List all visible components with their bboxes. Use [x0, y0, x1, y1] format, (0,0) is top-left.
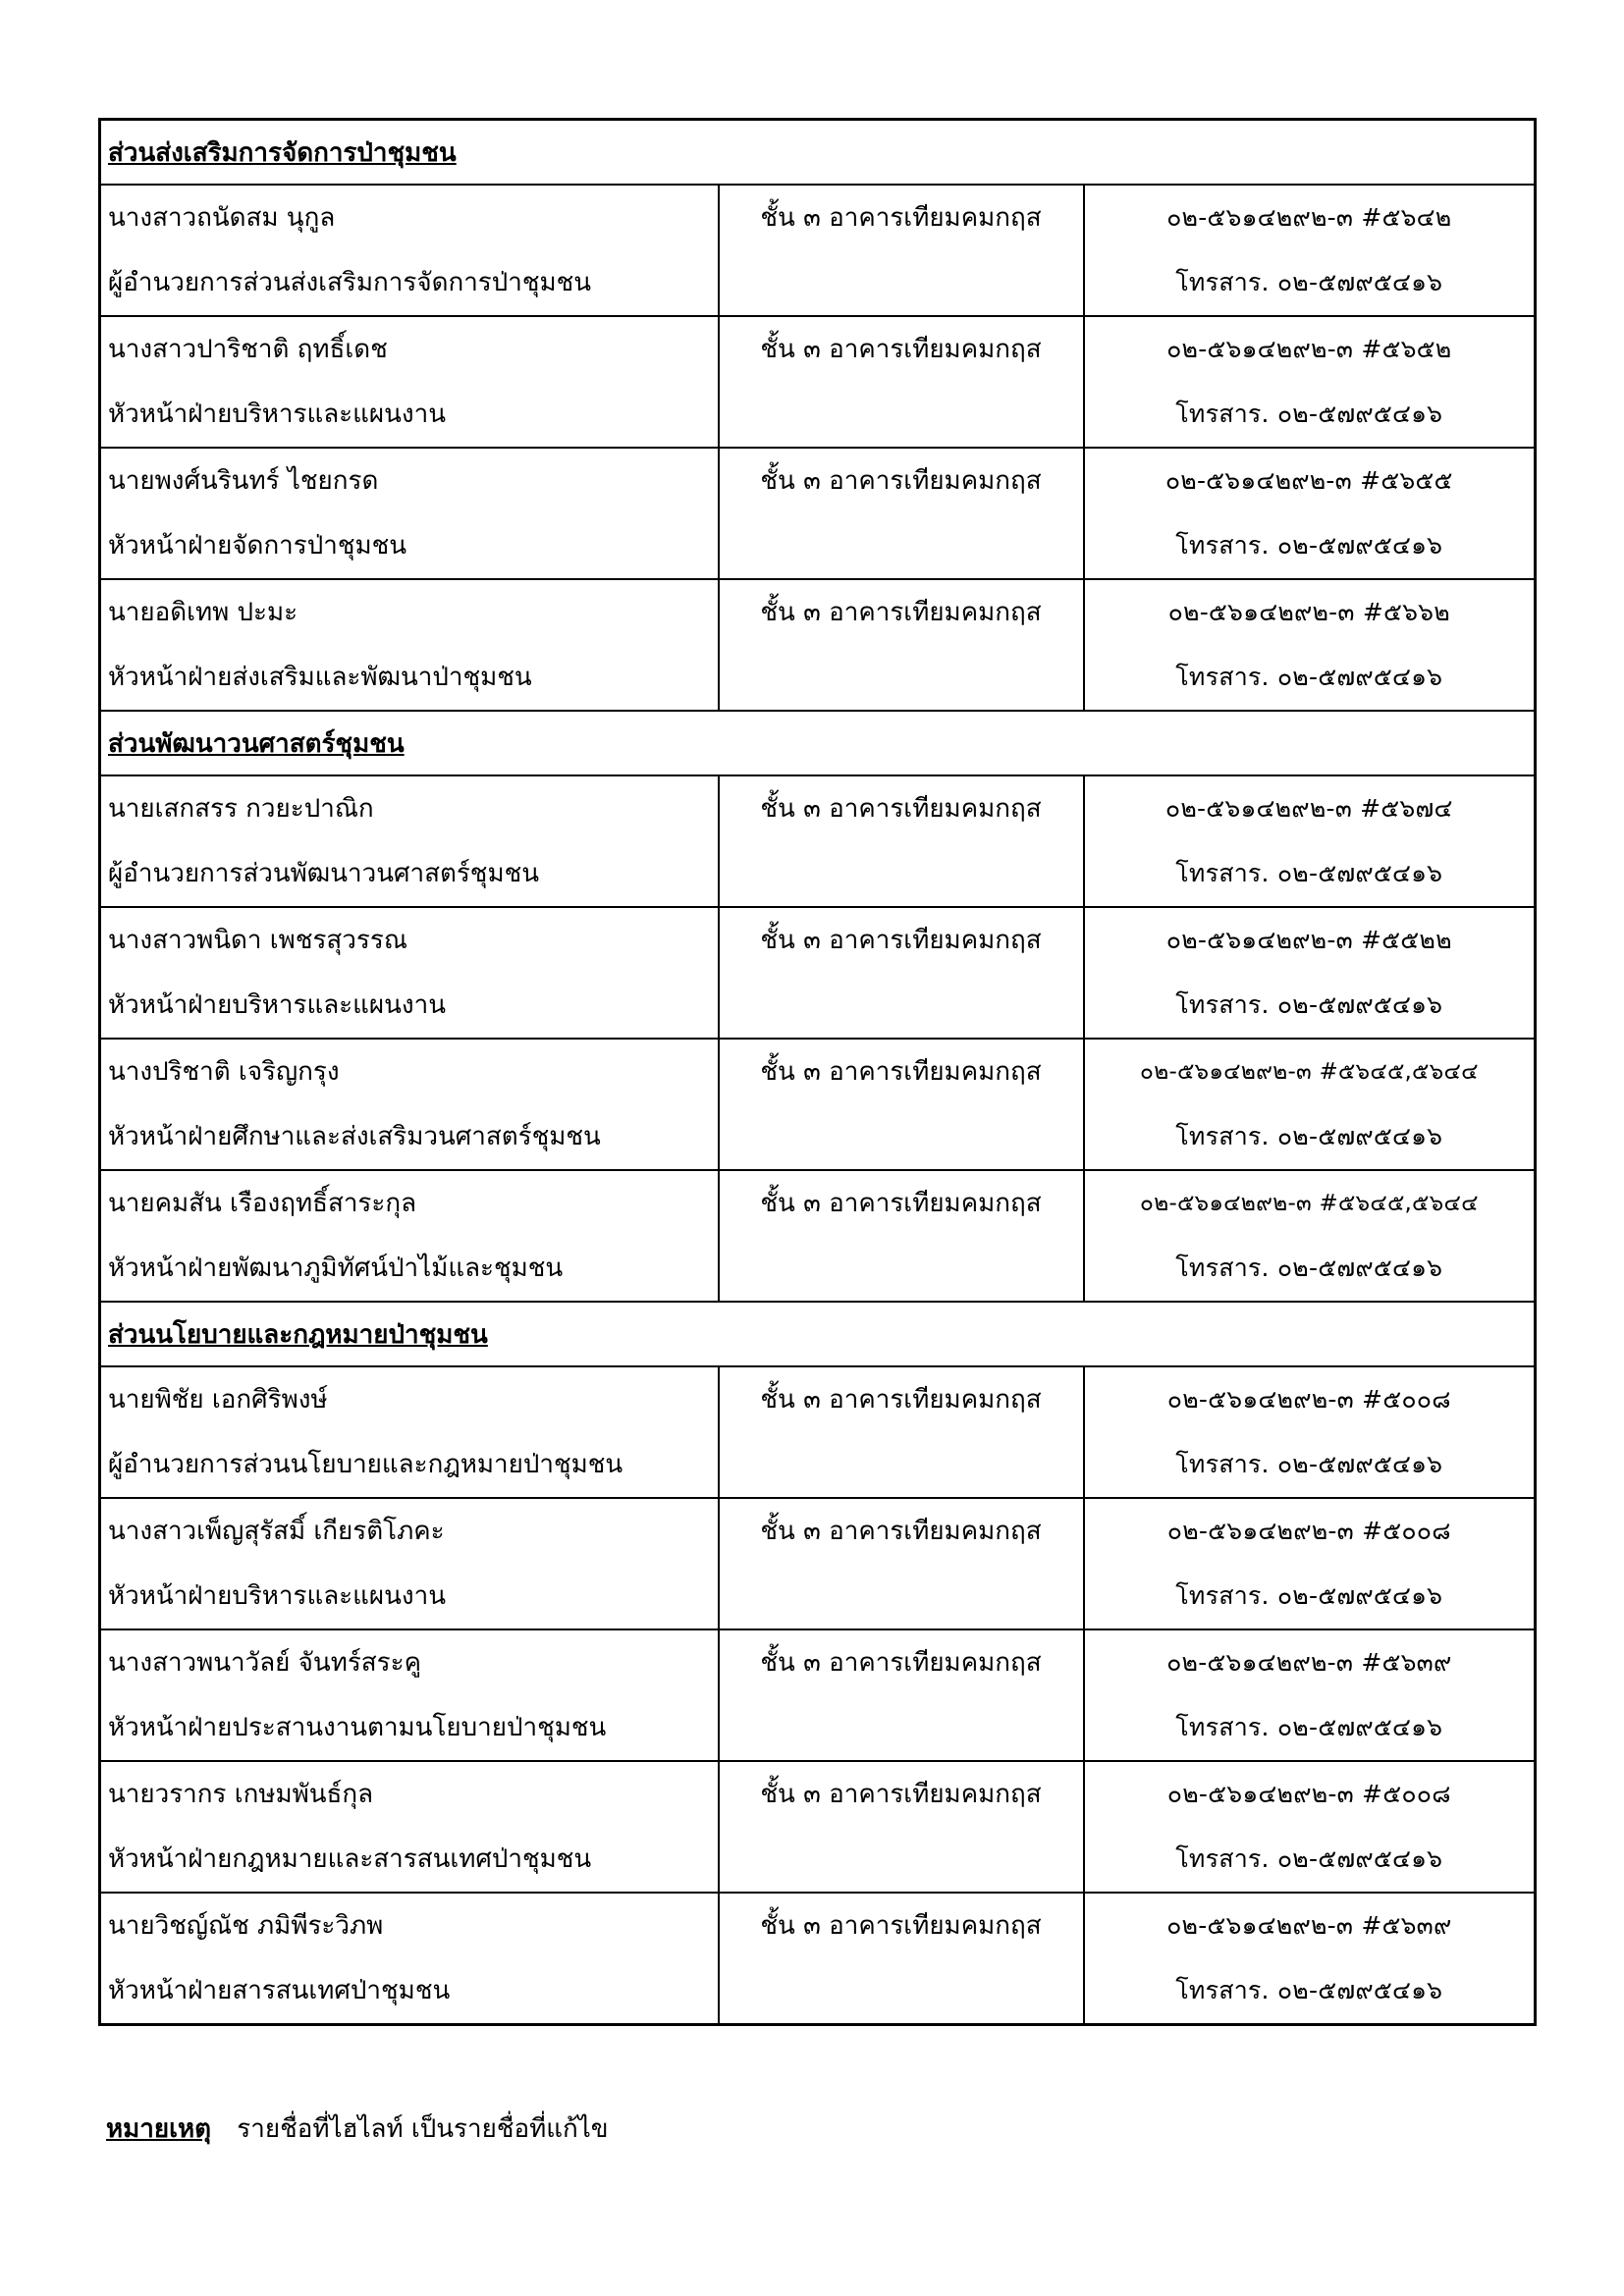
location-cell — [719, 185, 1084, 316]
person-position: หัวหน้าฝ่ายพัฒนาภูมิทัศน์ป่าไม้และชุมชน — [108, 1254, 564, 1283]
directory-body — [100, 120, 1536, 2025]
location-cell — [719, 1893, 1084, 2025]
contact-cell — [1084, 316, 1536, 448]
phone-number: ๐๒-๕๖๑๔๒๙๒-๓ #๕๖๖๒ — [1167, 598, 1450, 626]
location-cell — [719, 1039, 1084, 1170]
person-name: นายวรากร เกษมพันธ์กุล — [108, 1780, 374, 1809]
person-name: นายพงศ์นรินทร์ ไชยกรด — [108, 466, 379, 496]
staff-directory-table — [98, 118, 1537, 2026]
person-position: หัวหน้าฝ่ายกฎหมายและสารสนเทศป่าชุมชน — [108, 1844, 592, 1874]
table-row — [100, 316, 1536, 448]
phone-number: ๐๒-๕๖๑๔๒๙๒-๓ #๕๖๔๕,๕๖๔๔ — [1139, 1059, 1479, 1085]
location-cell — [719, 579, 1084, 711]
person-name: นางสาวปาริชาติ ฤทธิ์เดช — [108, 335, 388, 364]
name-cell — [100, 579, 719, 711]
phone-number: ๐๒-๕๖๑๔๒๙๒-๓ #๕๖๕๕ — [1164, 466, 1453, 495]
table-row — [100, 1498, 1536, 1629]
fax-number: โทรสาร. ๐๒-๕๗๙๕๔๑๖ — [1175, 1976, 1443, 2004]
office-location: ชั้น ๓ อาคารเทียมคมกฤส — [760, 1517, 1042, 1546]
person-name: นางปริชาติ เจริญกรุง — [108, 1057, 340, 1087]
office-location: ชั้น ๓ อาคารเทียมคมกฤส — [760, 1648, 1042, 1678]
office-location: ชั้น ๓ อาคารเทียมคมกฤส — [760, 335, 1042, 364]
footnote — [106, 2109, 609, 2149]
fax-number: โทรสาร. ๐๒-๕๗๙๕๔๑๖ — [1175, 1713, 1443, 1741]
person-name: นายพิชัย เอกศิริพงษ์ — [108, 1385, 328, 1415]
section-header-cell — [100, 711, 1536, 775]
section-header-row — [100, 120, 1536, 186]
person-name: นางสาวเพ็ญสุรัสมิ์ เกียรติโภคะ — [108, 1517, 445, 1546]
name-cell — [100, 1629, 719, 1761]
location-cell — [719, 1366, 1084, 1498]
phone-number: ๐๒-๕๖๑๔๒๙๒-๓ #๕๖๓๙ — [1166, 1911, 1452, 1940]
section-header-cell — [100, 120, 1536, 186]
phone-number: ๐๒-๕๖๑๔๒๙๒-๓ #๕๕๒๒ — [1165, 926, 1452, 954]
person-position: หัวหน้าฝ่ายส่งเสริมและพัฒนาป่าชุมชน — [108, 663, 532, 692]
contact-cell — [1084, 775, 1536, 907]
office-location: ชั้น ๓ อาคารเทียมคมกฤส — [760, 1189, 1042, 1218]
phone-number: ๐๒-๕๖๑๔๒๙๒-๓ #๕๖๔๒ — [1166, 203, 1452, 232]
fax-number: โทรสาร. ๐๒-๕๗๙๕๔๑๖ — [1175, 859, 1443, 887]
name-cell — [100, 316, 719, 448]
location-cell — [719, 1498, 1084, 1629]
name-cell — [100, 1893, 719, 2025]
person-position: หัวหน้าฝ่ายบริหารและแผนงาน — [108, 1581, 446, 1611]
fax-number: โทรสาร. ๐๒-๕๗๙๕๔๑๖ — [1175, 1122, 1443, 1150]
person-name: นายคมสัน เรืองฤทธิ์สาระกุล — [108, 1189, 417, 1218]
person-position: ผู้อำนวยการส่วนพัฒนาวนศาสตร์ชุมชน — [108, 859, 540, 888]
person-name: นายวิชญ์ณัช ภมิพีระวิภพ — [108, 1911, 384, 1941]
name-cell — [100, 1366, 719, 1498]
table-row — [100, 1170, 1536, 1302]
table-row — [100, 1761, 1536, 1893]
office-location: ชั้น ๓ อาคารเทียมคมกฤส — [760, 926, 1042, 955]
office-location: ชั้น ๓ อาคารเทียมคมกฤส — [760, 598, 1042, 627]
table-row — [100, 185, 1536, 316]
contact-cell — [1084, 1366, 1536, 1498]
person-name: นายเสกสรร กวยะปาณิก — [108, 794, 374, 824]
location-cell — [719, 448, 1084, 579]
person-name: นางสาวถนัดสม นุกูล — [108, 203, 336, 233]
section-header-row — [100, 711, 1536, 775]
location-cell — [719, 907, 1084, 1039]
contact-cell — [1084, 579, 1536, 711]
person-position: หัวหน้าฝ่ายบริหารและแผนงาน — [108, 990, 446, 1020]
name-cell — [100, 448, 719, 579]
table-row — [100, 448, 1536, 579]
office-location: ชั้น ๓ อาคารเทียมคมกฤส — [760, 1385, 1042, 1415]
fax-number: โทรสาร. ๐๒-๕๗๙๕๔๑๖ — [1175, 400, 1443, 428]
office-location: ชั้น ๓ อาคารเทียมคมกฤส — [760, 1911, 1042, 1941]
footnote-text: รายชื่อที่ไฮไลท์ เป็นรายชื่อที่แก้ไข — [237, 2114, 609, 2144]
contact-cell — [1084, 1629, 1536, 1761]
table-row — [100, 775, 1536, 907]
person-position: ผู้อำนวยการส่วนส่งเสริมการจัดการป่าชุมชน — [108, 268, 592, 297]
table-row — [100, 1629, 1536, 1761]
person-position: หัวหน้าฝ่ายประสานงานตามนโยบายป่าชุมชน — [108, 1713, 607, 1742]
table-row — [100, 579, 1536, 711]
person-name: นายอดิเทพ ปะมะ — [108, 598, 298, 627]
location-cell — [719, 775, 1084, 907]
person-position: หัวหน้าฝ่ายบริหารและแผนงาน — [108, 400, 446, 429]
contact-cell — [1084, 907, 1536, 1039]
contact-cell — [1084, 1498, 1536, 1629]
contact-cell — [1084, 448, 1536, 579]
contact-cell — [1084, 1893, 1536, 2025]
fax-number: โทรสาร. ๐๒-๕๗๙๕๔๑๖ — [1175, 268, 1443, 296]
table-row — [100, 1366, 1536, 1498]
name-cell — [100, 1039, 719, 1170]
name-cell — [100, 907, 719, 1039]
phone-number: ๐๒-๕๖๑๔๒๙๒-๓ #๕๐๐๘ — [1166, 1517, 1451, 1545]
fax-number: โทรสาร. ๐๒-๕๗๙๕๔๑๖ — [1175, 1581, 1443, 1610]
person-name: นางสาวพนาวัลย์ จันทร์สระคู — [108, 1648, 421, 1678]
fax-number: โทรสาร. ๐๒-๕๗๙๕๔๑๖ — [1175, 990, 1443, 1019]
person-position: ผู้อำนวยการส่วนนโยบายและกฎหมายป่าชุมชน — [108, 1450, 623, 1479]
contact-cell — [1084, 185, 1536, 316]
office-location: ชั้น ๓ อาคารเทียมคมกฤส — [760, 466, 1042, 496]
fax-number: โทรสาร. ๐๒-๕๗๙๕๔๑๖ — [1175, 531, 1443, 560]
table-row — [100, 1039, 1536, 1170]
fax-number: โทรสาร. ๐๒-๕๗๙๕๔๑๖ — [1175, 663, 1443, 691]
name-cell — [100, 775, 719, 907]
person-name: นางสาวพนิดา เพชรสุวรรณ — [108, 926, 407, 955]
table-row — [100, 907, 1536, 1039]
section-header-row — [100, 1302, 1536, 1366]
phone-number: ๐๒-๕๖๑๔๒๙๒-๓ #๕๖๔๕,๕๖๔๔ — [1139, 1191, 1479, 1216]
table-row — [100, 1893, 1536, 2025]
phone-number: ๐๒-๕๖๑๔๒๙๒-๓ #๕๖๗๔ — [1164, 794, 1453, 823]
person-position: หัวหน้าฝ่ายจัดการป่าชุมชน — [108, 531, 407, 561]
fax-number: โทรสาร. ๐๒-๕๗๙๕๔๑๖ — [1175, 1450, 1443, 1478]
name-cell — [100, 185, 719, 316]
location-cell — [719, 1629, 1084, 1761]
contact-cell — [1084, 1170, 1536, 1302]
office-location: ชั้น ๓ อาคารเทียมคมกฤส — [760, 1780, 1042, 1809]
office-location: ชั้น ๓ อาคารเทียมคมกฤส — [760, 794, 1042, 824]
person-position: หัวหน้าฝ่ายสารสนเทศป่าชุมชน — [108, 1976, 451, 2005]
name-cell — [100, 1170, 719, 1302]
section-title: ส่วนพัฒนาวนศาสตร์ชุมชน — [108, 728, 405, 759]
fax-number: โทรสาร. ๐๒-๕๗๙๕๔๑๖ — [1175, 1844, 1443, 1873]
person-position: หัวหน้าฝ่ายศึกษาและส่งเสริมวนศาสตร์ชุมชน — [108, 1122, 601, 1151]
phone-number: ๐๒-๕๖๑๔๒๙๒-๓ #๕๖๕๒ — [1166, 335, 1452, 363]
name-cell — [100, 1498, 719, 1629]
fax-number: โทรสาร. ๐๒-๕๗๙๕๔๑๖ — [1175, 1254, 1443, 1282]
office-location: ชั้น ๓ อาคารเทียมคมกฤส — [760, 203, 1042, 233]
contact-cell — [1084, 1039, 1536, 1170]
office-location: ชั้น ๓ อาคารเทียมคมกฤส — [760, 1057, 1042, 1087]
footnote-label: หมายเหตุ — [106, 2114, 212, 2144]
location-cell — [719, 1170, 1084, 1302]
name-cell — [100, 1761, 719, 1893]
phone-number: ๐๒-๕๖๑๔๒๙๒-๓ #๕๐๐๘ — [1166, 1385, 1451, 1414]
phone-number: ๐๒-๕๖๑๔๒๙๒-๓ #๕๖๓๙ — [1166, 1648, 1452, 1677]
section-title: ส่วนส่งเสริมการจัดการป่าชุมชน — [108, 137, 457, 168]
section-title: ส่วนนโยบายและกฎหมายป่าชุมชน — [108, 1319, 488, 1350]
location-cell — [719, 1761, 1084, 1893]
location-cell — [719, 316, 1084, 448]
section-header-cell — [100, 1302, 1536, 1366]
contact-cell — [1084, 1761, 1536, 1893]
phone-number: ๐๒-๕๖๑๔๒๙๒-๓ #๕๐๐๘ — [1166, 1780, 1451, 1808]
